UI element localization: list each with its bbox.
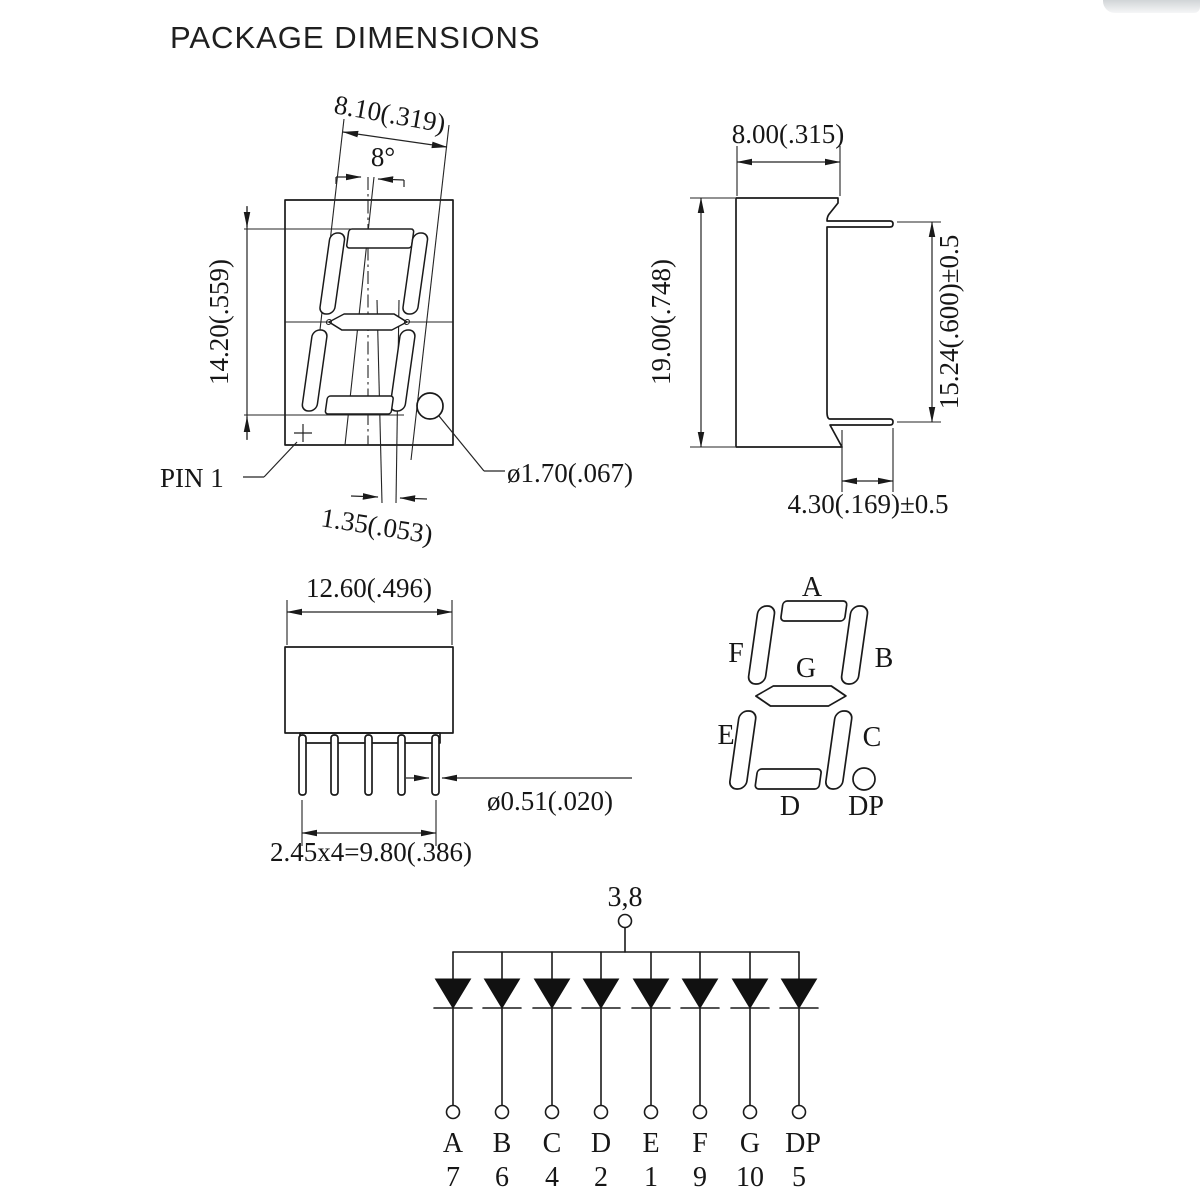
diode-branch-a — [434, 952, 472, 1119]
bottom-dim-width: 12.60(.496) — [306, 573, 432, 603]
bottom-pin-2 — [331, 735, 338, 795]
seg-c-outline — [825, 711, 853, 789]
front-dim-width: 8.10(.319) — [331, 89, 448, 139]
pin-num-e: 1 — [644, 1162, 658, 1193]
bottom-package-outline — [285, 647, 453, 733]
pin-num-a: 7 — [446, 1162, 460, 1193]
segment-g — [328, 314, 408, 330]
diode-branch-b — [483, 952, 521, 1119]
front-dim-height: 14.20(.559) — [204, 259, 234, 385]
pin-seg-c: C — [542, 1128, 562, 1159]
side-dim-height: 19.00(.748) — [646, 259, 676, 385]
seg-f-outline — [748, 606, 776, 684]
pin-num-g: 10 — [736, 1162, 764, 1193]
segment-f — [319, 233, 345, 314]
side-view — [646, 119, 964, 519]
front-dp-hole — [417, 393, 443, 419]
seg-label-g: G — [795, 653, 817, 684]
seg-label-c: C — [862, 722, 882, 753]
diode-branch-f — [681, 952, 719, 1119]
diode-branch-g — [731, 952, 769, 1119]
pin-seg-a: A — [442, 1128, 464, 1159]
seg-label-b: B — [874, 643, 894, 674]
pin-num-b: 6 — [495, 1162, 509, 1193]
seg-label-e: E — [717, 720, 735, 751]
seg-g-outline — [754, 686, 847, 706]
diode-branch-c — [533, 952, 571, 1119]
page-title: PACKAGE DIMENSIONS — [170, 20, 541, 55]
diode-branch-dp — [780, 952, 818, 1119]
schematic-common-label: 3,8 — [607, 882, 643, 913]
seg-label-f: F — [728, 638, 744, 669]
schematic — [434, 882, 821, 1193]
side-package-outline — [736, 198, 893, 447]
diode-branch-d — [582, 952, 620, 1119]
bottom-dim-pitch: 2.45x4=9.80(.386) — [270, 837, 472, 867]
bottom-view — [270, 573, 632, 867]
segment-diagram — [717, 572, 893, 822]
seg-a-outline — [780, 601, 847, 621]
pin-seg-f: F — [692, 1128, 708, 1159]
side-dim-lead-offset: 4.30(.169)±0.5 — [787, 489, 949, 519]
bottom-pin-1 — [299, 735, 306, 795]
diode-branch-e — [632, 952, 670, 1119]
pin-seg-dp: DP — [785, 1128, 821, 1159]
pin-num-f: 9 — [693, 1162, 707, 1193]
front-dp-diameter: ø1.70(.067) — [507, 458, 633, 488]
pin-seg-g: G — [739, 1128, 761, 1159]
front-angle: 8° — [370, 142, 396, 172]
bottom-dim-lead-dia: ø0.51(.020) — [487, 786, 613, 816]
bottom-pin-3 — [365, 735, 372, 795]
bottom-pin-4 — [398, 735, 405, 795]
front-view — [160, 89, 633, 549]
segment-e — [301, 330, 327, 411]
segment-digit-outline — [729, 601, 869, 789]
pin-num-dp: 5 — [792, 1162, 806, 1193]
seg-dp-outline — [853, 768, 875, 790]
seg-label-d: D — [779, 791, 801, 822]
seg-label-a: A — [801, 572, 823, 603]
pin-seg-e: E — [642, 1128, 660, 1159]
common-terminal — [619, 915, 632, 928]
seg-label-dp: DP — [848, 791, 884, 822]
side-dim-lead-span: 15.24(.600)±0.5 — [934, 234, 964, 410]
segment-d — [325, 396, 394, 414]
pin-num-c: 4 — [545, 1162, 559, 1193]
side-dim-width: 8.00(.315) — [731, 119, 845, 149]
pin-num-d: 2 — [594, 1162, 608, 1193]
front-pin1-label: PIN 1 — [160, 463, 224, 493]
pin-seg-d: D — [590, 1128, 612, 1159]
front-segment-width: 1.35(.053) — [319, 502, 435, 550]
bottom-pin-5 — [432, 735, 439, 795]
pin-seg-b: B — [492, 1128, 512, 1159]
seg-d-outline — [755, 769, 822, 789]
segment-a — [346, 229, 414, 248]
